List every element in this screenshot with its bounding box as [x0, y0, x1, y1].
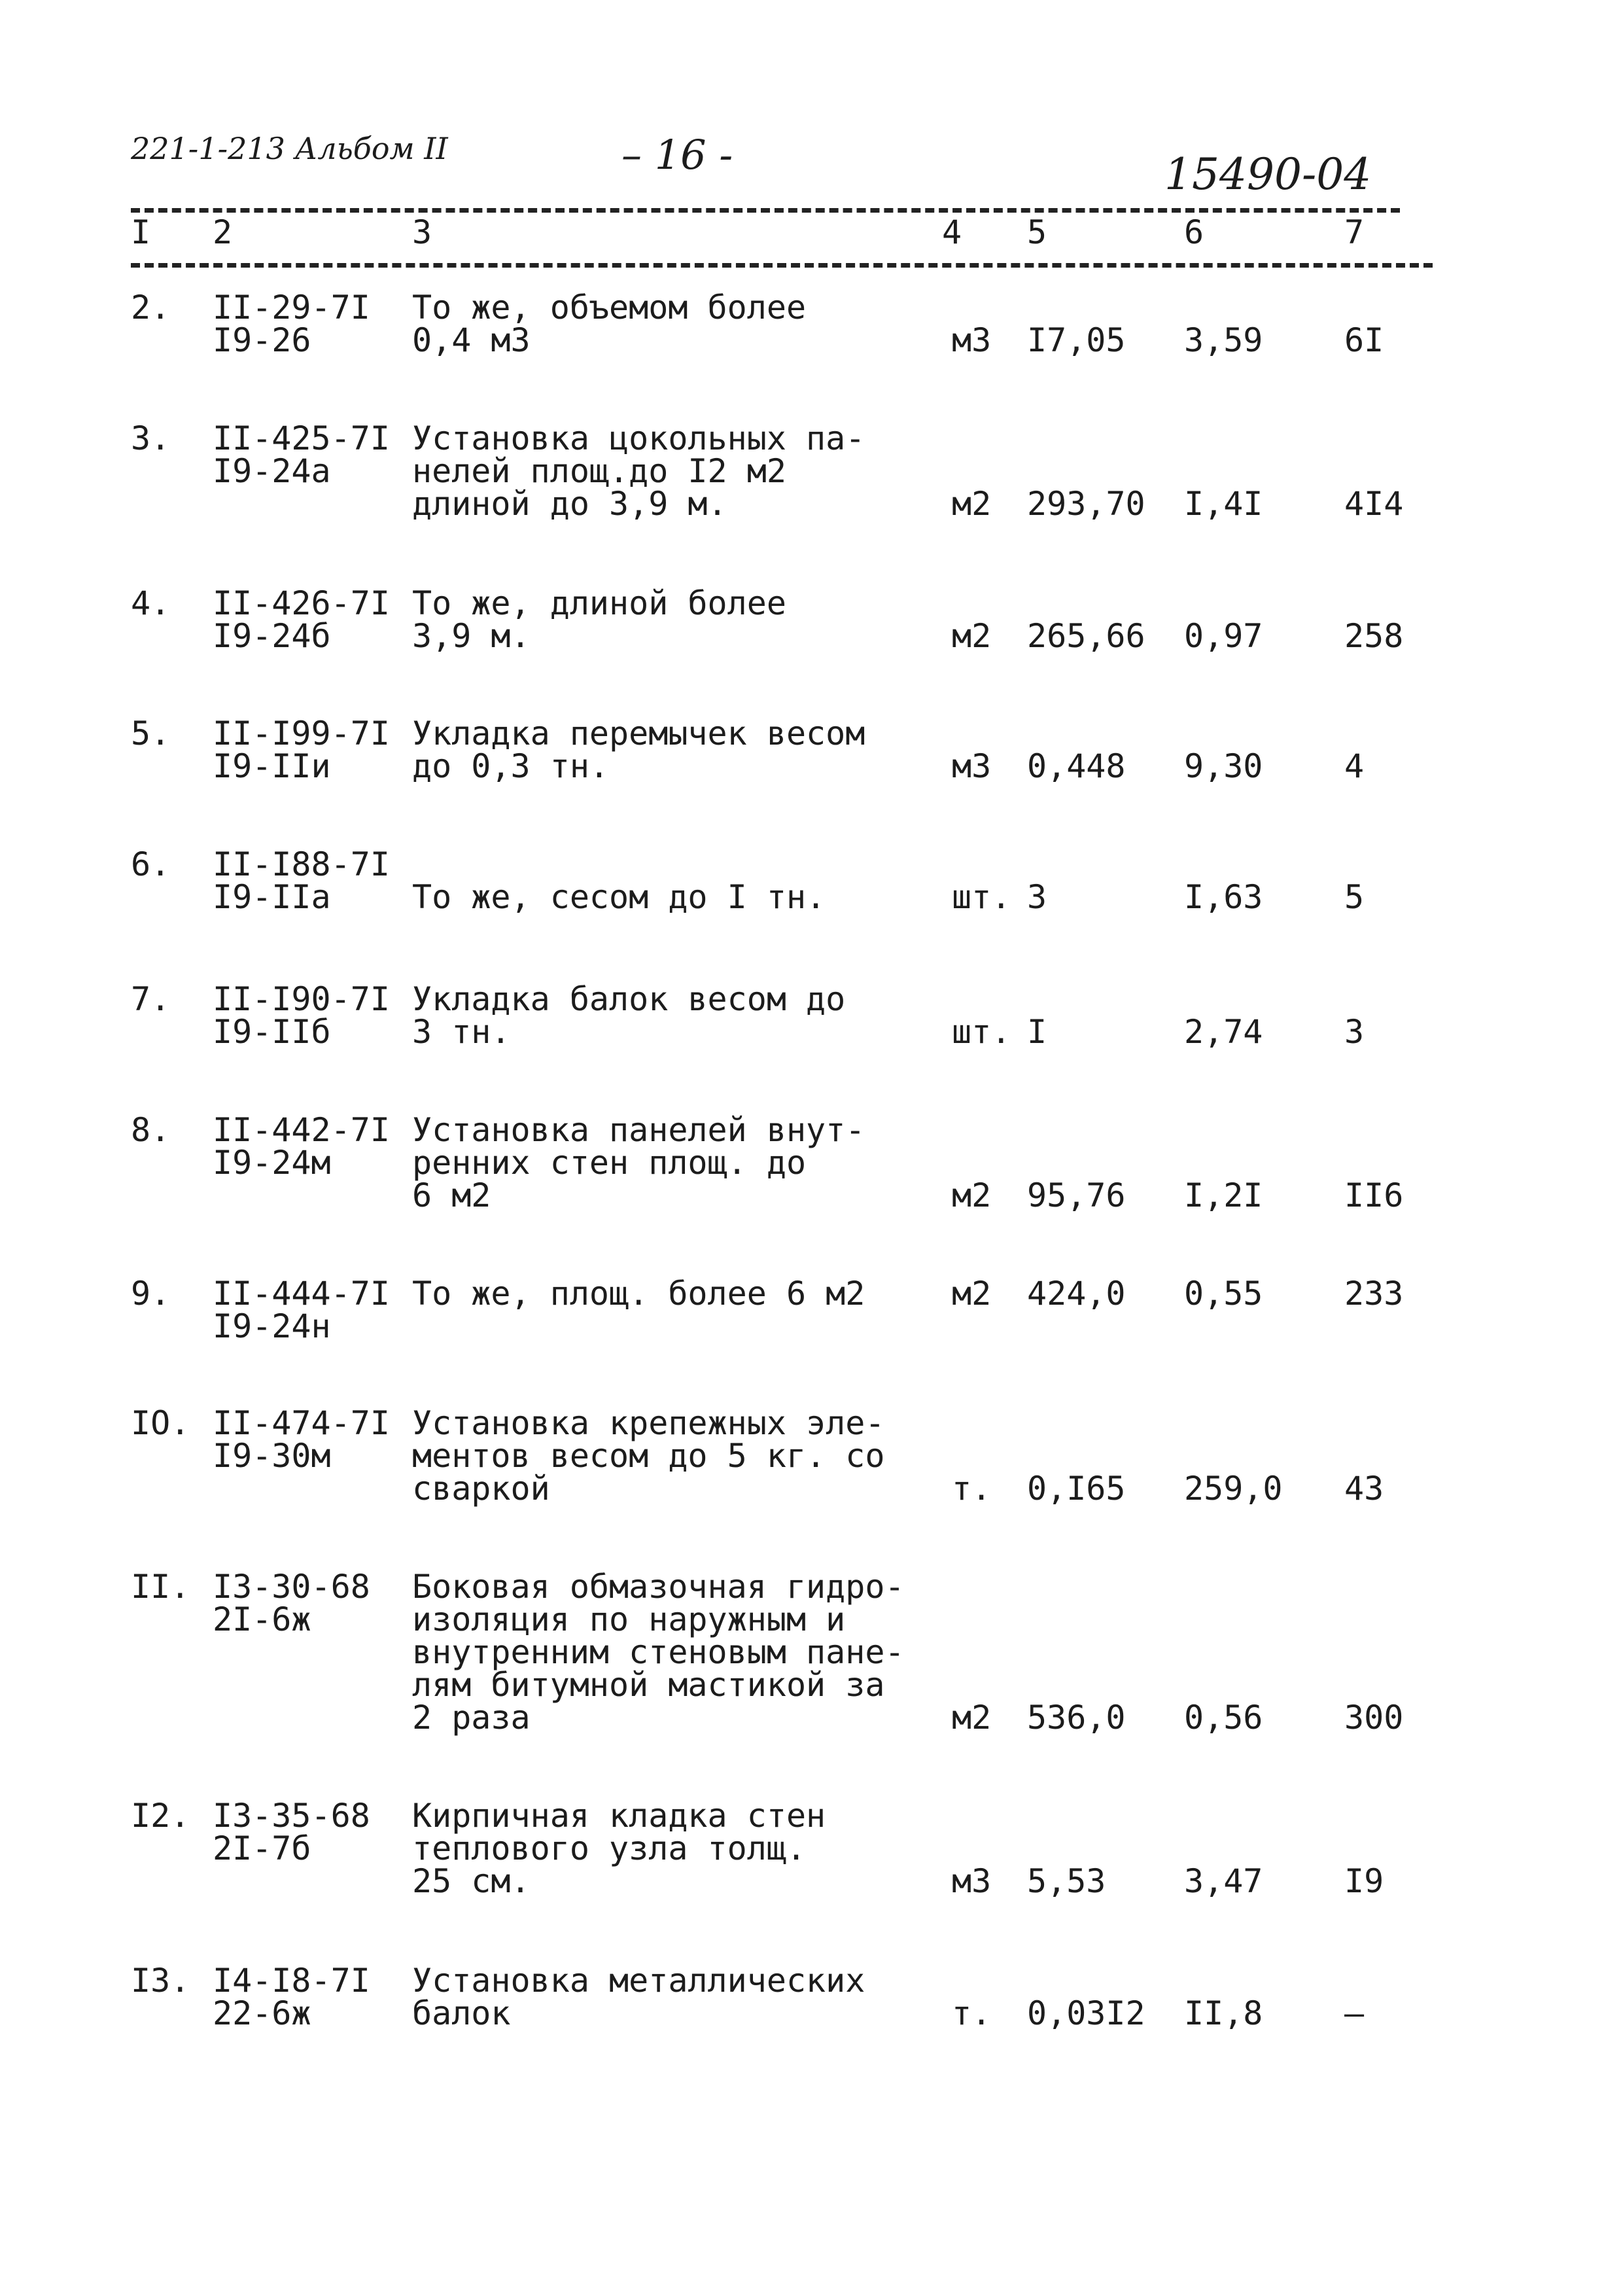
- album-reference: 221-1-213 Альбом II: [131, 131, 448, 166]
- table-row: [0, 717, 1623, 848]
- row-number: 6.: [131, 845, 171, 883]
- table-row: [0, 584, 1623, 718]
- unit: м3: [952, 747, 992, 785]
- unit-price: 3,47: [1184, 1862, 1263, 1900]
- total: I9: [1344, 1862, 1384, 1900]
- document-number: 15490-04: [1164, 149, 1372, 200]
- table-row: [0, 1570, 1623, 1740]
- column-header-5: 5: [1027, 213, 1047, 251]
- total: II6: [1344, 1176, 1404, 1214]
- unit: шт.: [952, 878, 1011, 916]
- work-description: То же, площ. более 6 м2: [412, 1275, 865, 1313]
- header-dashed-rule: [131, 263, 1433, 268]
- total: 4I4: [1344, 485, 1404, 523]
- table-row: [0, 845, 1623, 979]
- row-number: 7.: [131, 980, 171, 1018]
- quantity: 265,66: [1027, 617, 1145, 655]
- total: 43: [1344, 1470, 1384, 1508]
- row-number: I2.: [131, 1797, 190, 1835]
- column-header-3: 3: [412, 213, 432, 251]
- work-description: Укладка перемычек весом до 0,3 тн.: [412, 715, 865, 785]
- unit: м2: [952, 485, 992, 523]
- unit: м2: [952, 1275, 992, 1313]
- column-header-4: 4: [942, 213, 962, 251]
- unit-price: 9,30: [1184, 747, 1263, 785]
- unit-price: II,8: [1184, 1994, 1263, 2032]
- work-description: Установка металлических балок: [412, 1962, 865, 2032]
- total: 258: [1344, 617, 1404, 655]
- unit-price: 259,0: [1184, 1470, 1283, 1508]
- row-number: I3.: [131, 1962, 190, 2000]
- total: 300: [1344, 1699, 1404, 1737]
- row-number: IO.: [131, 1404, 190, 1442]
- work-description: То же, длиной более 3,9 м.: [412, 584, 786, 655]
- unit: м3: [952, 321, 992, 359]
- unit: т.: [952, 1470, 992, 1508]
- page-number: – 16 -: [621, 131, 733, 179]
- total: 4: [1344, 747, 1365, 785]
- quantity: 3: [1027, 878, 1047, 916]
- row-number: 3.: [131, 419, 171, 457]
- table-row: [0, 980, 1623, 1114]
- table-row: [0, 419, 1623, 553]
- top-dashed-rule: [131, 208, 1400, 213]
- rate-code: II-I88-7I I9-IIа: [213, 845, 390, 916]
- rate-code: I3-30-68 2I-6ж: [213, 1568, 370, 1638]
- table-row: [0, 1964, 1623, 2095]
- unit-price: 2,74: [1184, 1013, 1263, 1051]
- table-row: [0, 291, 1623, 422]
- column-header-2: 2: [213, 213, 233, 251]
- table-row: [0, 1111, 1623, 1245]
- unit-price: I,63: [1184, 878, 1263, 916]
- unit-price: 0,56: [1184, 1699, 1263, 1737]
- rate-code: II-444-7I I9-24н: [213, 1275, 390, 1345]
- rate-code: I3-35-68 2I-7б: [213, 1797, 370, 1867]
- rate-code: II-426-7I I9-24б: [213, 584, 390, 655]
- work-description: Установка панелей внут- ренних стен площ. до 6 м2: [412, 1111, 865, 1214]
- quantity: 95,76: [1027, 1176, 1126, 1214]
- row-number: 8.: [131, 1111, 171, 1149]
- quantity: 536,0: [1027, 1699, 1126, 1737]
- unit: т.: [952, 1994, 992, 2032]
- row-number: 4.: [131, 584, 171, 622]
- work-description: Кирпичная кладка стен теплового узла толщ. 25 см.: [412, 1797, 826, 1900]
- quantity: 293,70: [1027, 485, 1145, 523]
- column-header-1: I: [131, 213, 151, 251]
- unit-price: 3,59: [1184, 321, 1263, 359]
- rate-code: I4-I8-7I 22-6ж: [213, 1962, 370, 2032]
- work-description: Установка крепежных эле- ментов весом до 5 кг. со сваркой: [412, 1404, 885, 1508]
- unit: м2: [952, 1699, 992, 1737]
- table-row: [0, 1277, 1623, 1408]
- total: –: [1344, 1994, 1365, 2032]
- rate-code: II-442-7I I9-24м: [213, 1111, 390, 1182]
- quantity: 0,448: [1027, 747, 1126, 785]
- unit: шт.: [952, 1013, 1011, 1051]
- unit-price: 0,55: [1184, 1275, 1263, 1313]
- row-number: 2.: [131, 289, 171, 327]
- work-description: То же, объемом более 0,4 м3: [412, 289, 807, 359]
- work-description: То же, сесом до I тн.: [412, 878, 826, 916]
- total: 5: [1344, 878, 1365, 916]
- quantity: 0,I65: [1027, 1470, 1126, 1508]
- row-number: 5.: [131, 715, 171, 752]
- rate-code: II-I99-7I I9-IIи: [213, 715, 390, 785]
- table-row: [0, 1799, 1623, 1930]
- total: 3: [1344, 1013, 1365, 1051]
- work-description: Укладка балок весом до 3 тн.: [412, 980, 846, 1051]
- row-number: 9.: [131, 1275, 171, 1313]
- unit-price: I,2I: [1184, 1176, 1263, 1214]
- work-description: Боковая обмазочная гидро- изоляция по наружным и внутренним стеновым пане- лям битумной мастикой за 2 раза: [412, 1568, 905, 1737]
- column-header-7: 7: [1344, 213, 1365, 251]
- quantity: 0,03I2: [1027, 1994, 1145, 2032]
- rate-code: II-I90-7I I9-IIб: [213, 980, 390, 1051]
- total: 6I: [1344, 321, 1384, 359]
- table-row: [0, 1404, 1623, 1538]
- unit-price: 0,97: [1184, 617, 1263, 655]
- rate-code: II-425-7I I9-24а: [213, 419, 390, 490]
- quantity: 424,0: [1027, 1275, 1126, 1313]
- rate-code: II-29-7I I9-26: [213, 289, 370, 359]
- unit: м2: [952, 617, 992, 655]
- quantity: I: [1027, 1013, 1047, 1051]
- total: 233: [1344, 1275, 1404, 1313]
- quantity: 5,53: [1027, 1862, 1106, 1900]
- unit-price: I,4I: [1184, 485, 1263, 523]
- row-number: II.: [131, 1568, 190, 1606]
- unit: м3: [952, 1862, 992, 1900]
- rate-code: II-474-7I I9-30м: [213, 1404, 390, 1475]
- quantity: I7,05: [1027, 321, 1126, 359]
- column-header-6: 6: [1184, 213, 1204, 251]
- work-description: Установка цокольных па- нелей площ.до I2 м2 длиной до 3,9 м.: [412, 419, 865, 523]
- unit: м2: [952, 1176, 992, 1214]
